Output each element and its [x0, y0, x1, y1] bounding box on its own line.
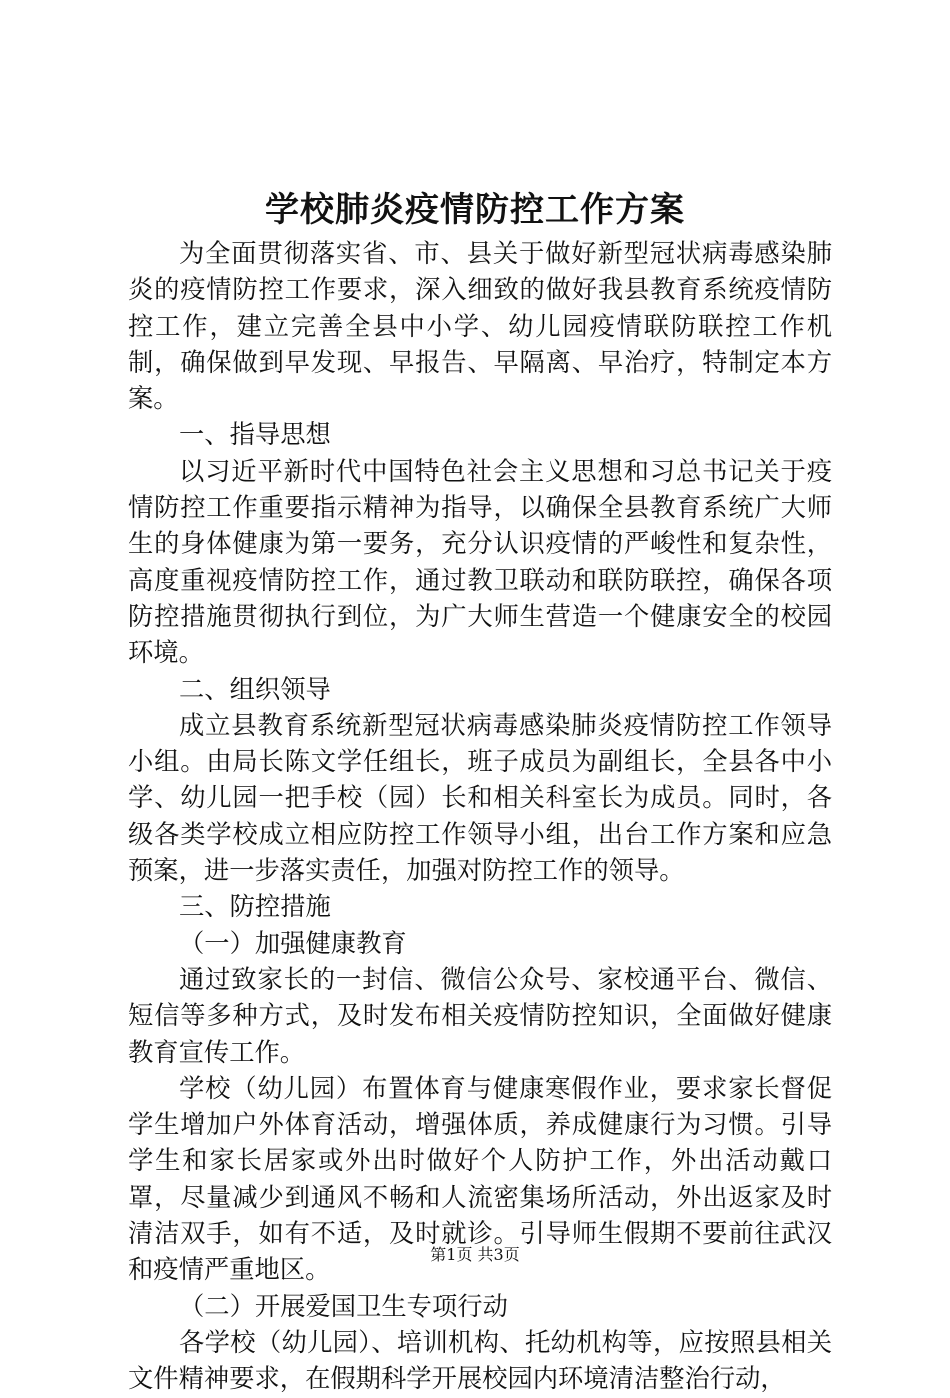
paragraph-guiding-ideology: 以习近平新时代中国特色社会主义思想和习总书记关于疫情防控工作重要指示精神为指导，以确保全县教育系统广大师生的身体健康为第一要务，充分认识疫情的严峻性和复杂性，高度重视疫情防控工作，通过教卫联动和联防联控，确保各项防控措施贯彻执行到位，为广大师生营造一个健康安全的校园环境。 — [128, 456, 832, 668]
paragraph-winter-homework: 学校（幼儿园）布置体育与健康寒假作业，要求家长督促学生增加户外体育活动，增强体质，养成健康行为习惯。引导学生和家长居家或外出时做好个人防护工作，外出活动戴口罩，尽量减少到通风不畅和人流密集场所活动，外出返家及时清洁双手，如有不适，及时就诊。引导师生假期不要前往武汉和疫情严重地区。 — [128, 1073, 832, 1285]
document-body — [128, 236, 832, 1398]
subheading-sanitation: （二）开展爱国卫生专项行动 — [179, 1291, 508, 1321]
paragraph-intro: 为全面贯彻落实省、市、县关于做好新型冠状病毒感染肺炎的疫情防控工作要求，深入细致的做好我县教育系统疫情防控工作，建立完善全县中小学、幼儿园疫情联防联控工作机制，确保做到早发现、早报告、早隔离、早治疗，特制定本方案。 — [128, 239, 832, 414]
paragraph-organization: 成立县教育系统新型冠状病毒感染肺炎疫情防控工作领导小组。由局长陈文学任组长，班子成员为副组长，全县各中小学、幼儿园一把手校（园）长和相关科室长为成员。同时，各级各类学校成立相应防控工作领导小组，出台工作方案和应急预案，进一步落实责任，加强对防控工作的领导。 — [128, 710, 832, 886]
page-footer: 第1页 共3页 — [430, 1245, 520, 1264]
heading-organization: 二、组织领导 — [179, 674, 331, 704]
heading-measures: 三、防控措施 — [179, 892, 331, 922]
paragraph-sanitation: 各学校（幼儿园）、培训机构、托幼机构等，应按照县相关文件精神要求，在假期科学开展校园内环境清洁整治行动， — [128, 1327, 832, 1394]
subheading-health-education: （一）加强健康教育 — [179, 928, 407, 958]
heading-guiding-ideology: 一、指导思想 — [179, 420, 331, 450]
paragraph-health-education: 通过致家长的一封信、微信公众号、家校通平台、微信、短信等多种方式，及时发布相关疫情防控知识，全面做好健康教育宣传工作。 — [128, 964, 832, 1067]
document-title: 学校肺炎疫情防控工作方案 — [265, 190, 685, 230]
